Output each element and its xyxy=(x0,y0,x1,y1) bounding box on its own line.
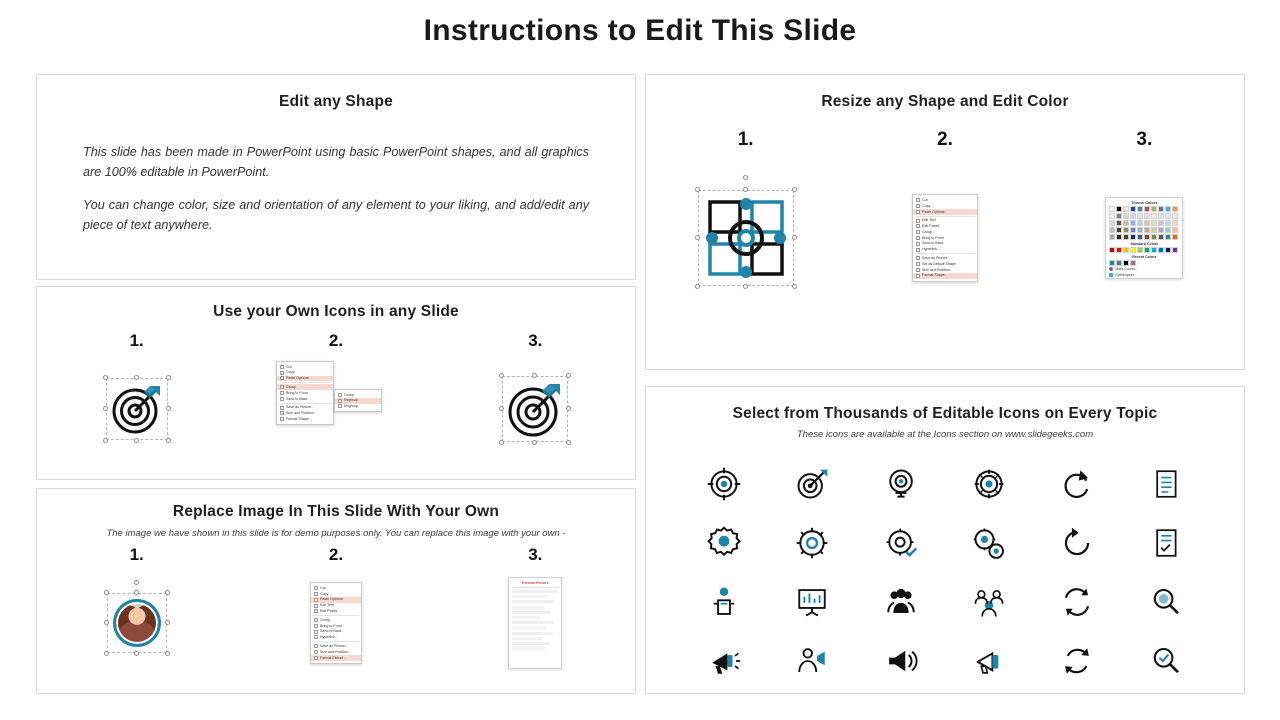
menu-item-more-colors[interactable]: More Colors... xyxy=(1106,266,1182,272)
group-people-icon[interactable] xyxy=(883,585,919,619)
replace-image-step-3-art xyxy=(450,571,620,675)
menu-item-edit-text[interactable]: Edit Text xyxy=(311,603,361,609)
edit-shape-paragraph-1: This slide has been made in PowerPoint using basic PowerPoint shapes, and all graphics are 100% editable in PowerPoint. xyxy=(83,145,589,179)
menu-item-group[interactable]: Group xyxy=(311,617,361,623)
menu-item-paste-options[interactable]: Paste Options: xyxy=(277,376,333,382)
context-menu[interactable] xyxy=(310,582,362,663)
recycle-arrows-icon[interactable] xyxy=(1060,644,1094,678)
step-number: 3. xyxy=(528,545,543,564)
context-menu[interactable] xyxy=(912,194,978,281)
step-number: 3. xyxy=(1136,129,1153,150)
panel-title-icon-library: Select from Thousands of Editable Icons on Every Topic xyxy=(732,405,1158,422)
own-icons-step-3-art xyxy=(450,357,620,461)
selected-avatar[interactable] xyxy=(107,593,167,653)
menu-item-paste-options[interactable]: Paste Options: xyxy=(913,209,977,215)
target-scope-icon[interactable] xyxy=(971,466,1007,502)
replace-image-subtitle: The image we have shown in this slide is for demo purposes only. You can replace this image with your own - xyxy=(106,528,566,539)
recent-colors-label: Recent Colors xyxy=(1132,255,1157,259)
submenu-item-regroup[interactable]: Regroup xyxy=(335,398,381,404)
panel-icon-library xyxy=(645,386,1245,694)
resize-steps xyxy=(646,129,1244,313)
person-speaking-icon[interactable] xyxy=(794,644,830,678)
gears-double-icon[interactable] xyxy=(971,525,1007,561)
menu-item-edit-text[interactable]: Edit Text xyxy=(913,218,977,224)
menu-item-copy[interactable]: Copy xyxy=(277,370,333,376)
menu-item-bring-to-front[interactable]: Bring to Front xyxy=(277,390,333,396)
format-picture-pane[interactable] xyxy=(508,577,562,669)
own-icons-steps xyxy=(37,331,635,461)
menu-item-group[interactable]: Group xyxy=(277,384,333,390)
replace-image-step-2 xyxy=(251,545,421,675)
resized-target-icon[interactable] xyxy=(502,376,568,442)
menu-item-send-to-back[interactable]: Send to Back xyxy=(311,629,361,635)
menu-item-send-to-back[interactable]: Send to Back xyxy=(913,241,977,247)
menu-item-format-shape[interactable]: Format Shape... xyxy=(913,273,977,279)
menu-item-eyedropper[interactable]: Eyedropper xyxy=(1106,272,1182,278)
replace-image-step-1-art xyxy=(52,571,222,675)
own-icons-step-3 xyxy=(450,331,620,461)
standard-colors-row[interactable] xyxy=(1106,247,1182,253)
person-podium-icon[interactable] xyxy=(707,584,741,620)
panel-use-own-icons xyxy=(36,286,636,480)
menu-item-cut[interactable]: Cut xyxy=(311,585,361,591)
edit-shape-paragraph-2: You can change color, size and orientation of any element to your liking, and add/edit any piece of text anywhere. xyxy=(83,198,589,232)
menu-item-size-and-position[interactable]: Size and Position... xyxy=(913,267,977,273)
icon-grid xyxy=(680,454,1210,690)
step-number: 1. xyxy=(129,545,144,564)
document-list-icon[interactable] xyxy=(1150,467,1182,501)
step-number: 1. xyxy=(737,129,754,150)
icon-library-subtitle: These icons are available at the Icons section on www.slidegeeks.com xyxy=(796,429,1094,440)
resize-step-2-art xyxy=(860,163,1030,313)
resize-step-3 xyxy=(1059,129,1229,313)
selected-target-icon[interactable] xyxy=(106,378,168,440)
step-number: 3. xyxy=(528,331,543,350)
menu-item-save-as-picture[interactable]: Save as Picture... xyxy=(277,405,333,411)
menu-item-hyperlink[interactable]: Hyperlink... xyxy=(311,635,361,641)
color-picker-dropdown[interactable] xyxy=(1105,197,1183,279)
gear-outline-icon[interactable] xyxy=(794,525,830,561)
own-icons-step-2 xyxy=(251,331,421,461)
menu-item-edit-points[interactable]: Edit Points xyxy=(913,224,977,230)
resize-step-2 xyxy=(860,129,1030,313)
panel-resize-and-color xyxy=(645,74,1245,370)
submenu-item-group[interactable]: Group xyxy=(335,392,381,398)
presentation-board-icon[interactable] xyxy=(795,585,829,619)
target-arrow-icon[interactable] xyxy=(794,466,830,502)
replace-image-step-1 xyxy=(52,545,222,675)
step-number: 1. xyxy=(129,331,144,350)
standard-colors-label: Standard Colors xyxy=(1130,242,1159,246)
panel-title-resize: Resize any Shape and Edit Color xyxy=(821,93,1069,110)
panel-edit-any-shape xyxy=(36,74,636,280)
menu-item-size-and-position[interactable]: Size and Position... xyxy=(277,410,333,416)
megaphone-outline-icon[interactable] xyxy=(971,644,1007,678)
page-title: Instructions to Edit This Slide xyxy=(423,14,857,47)
format-pane-title: Format Picture xyxy=(521,581,549,585)
selected-shape[interactable] xyxy=(698,190,794,286)
step-number: 2. xyxy=(328,331,344,350)
menu-item-bring-to-front[interactable]: Bring to Front xyxy=(311,623,361,629)
menu-item-save-as-picture[interactable]: Save as Picture... xyxy=(913,255,977,261)
menu-item-set-as-default-shape[interactable]: Set as Default Shape xyxy=(913,261,977,267)
gear-check-icon[interactable] xyxy=(883,525,919,561)
menu-item-cut[interactable]: Cut xyxy=(913,197,977,203)
target-crosshair-icon[interactable] xyxy=(706,466,742,502)
context-submenu-group[interactable] xyxy=(334,389,382,412)
menu-item-paste-options[interactable]: Paste Options: xyxy=(311,597,361,603)
replace-image-steps xyxy=(37,545,635,675)
own-icons-step-1-art xyxy=(52,357,222,461)
menu-item-edit-points[interactable]: Edit Points xyxy=(311,608,361,614)
refresh-circular-icon[interactable] xyxy=(1060,526,1094,560)
resize-step-1-art xyxy=(661,163,831,313)
panel-title-replace-image: Replace Image In This Slide With Your Own xyxy=(172,503,500,520)
replace-image-step-2-art xyxy=(251,571,421,675)
menu-item-group[interactable]: Group xyxy=(913,229,977,235)
document-check-icon[interactable] xyxy=(1150,526,1182,560)
search-check-icon[interactable] xyxy=(1150,644,1182,678)
panel-replace-image xyxy=(36,488,636,694)
menu-item-copy[interactable]: Copy xyxy=(311,591,361,597)
menu-item-save-as-picture[interactable]: Save as Picture... xyxy=(311,643,361,649)
sync-arrows-icon[interactable] xyxy=(1060,585,1094,619)
menu-item-size-and-position[interactable]: Size and Position... xyxy=(311,649,361,655)
own-icons-step-2-art xyxy=(251,357,421,461)
refresh-arrow-icon[interactable] xyxy=(1060,467,1094,501)
own-icons-step-1 xyxy=(52,331,222,461)
submenu-item-ungroup[interactable]: Ungroup xyxy=(335,404,381,410)
menu-item-send-to-back[interactable]: Send to Back xyxy=(277,396,333,402)
panel-title-own-icons: Use your Own Icons in any Slide xyxy=(213,303,459,320)
step-number: 2. xyxy=(937,129,953,150)
loudspeaker-icon[interactable] xyxy=(883,644,919,678)
replace-image-step-3 xyxy=(450,545,620,675)
team-meeting-icon[interactable] xyxy=(971,585,1007,619)
menu-item-copy[interactable]: Copy xyxy=(913,203,977,209)
megaphone-icon[interactable] xyxy=(706,644,742,678)
theme-colors-row[interactable] xyxy=(1106,206,1182,212)
magnifier-icon[interactable] xyxy=(1150,585,1182,619)
menu-item-format-shape[interactable]: Format Shape... xyxy=(277,416,333,422)
menu-item-hyperlink[interactable]: Hyperlink... xyxy=(913,247,977,253)
target-trophy-icon[interactable] xyxy=(883,466,919,502)
menu-item-bring-to-front[interactable]: Bring to Front xyxy=(913,235,977,241)
theme-colors-label: Theme Colors xyxy=(1130,200,1158,205)
step-number: 2. xyxy=(328,545,344,564)
resize-step-1 xyxy=(661,129,831,313)
menu-item-cut[interactable]: Cut xyxy=(277,364,333,370)
context-menu[interactable] xyxy=(276,361,334,425)
resize-step-3-art xyxy=(1059,163,1229,313)
panel-title-edit-shape: Edit any Shape xyxy=(279,93,393,110)
gear-icon[interactable] xyxy=(706,525,742,561)
menu-item-format-picture[interactable]: Format Picture... xyxy=(311,655,361,661)
